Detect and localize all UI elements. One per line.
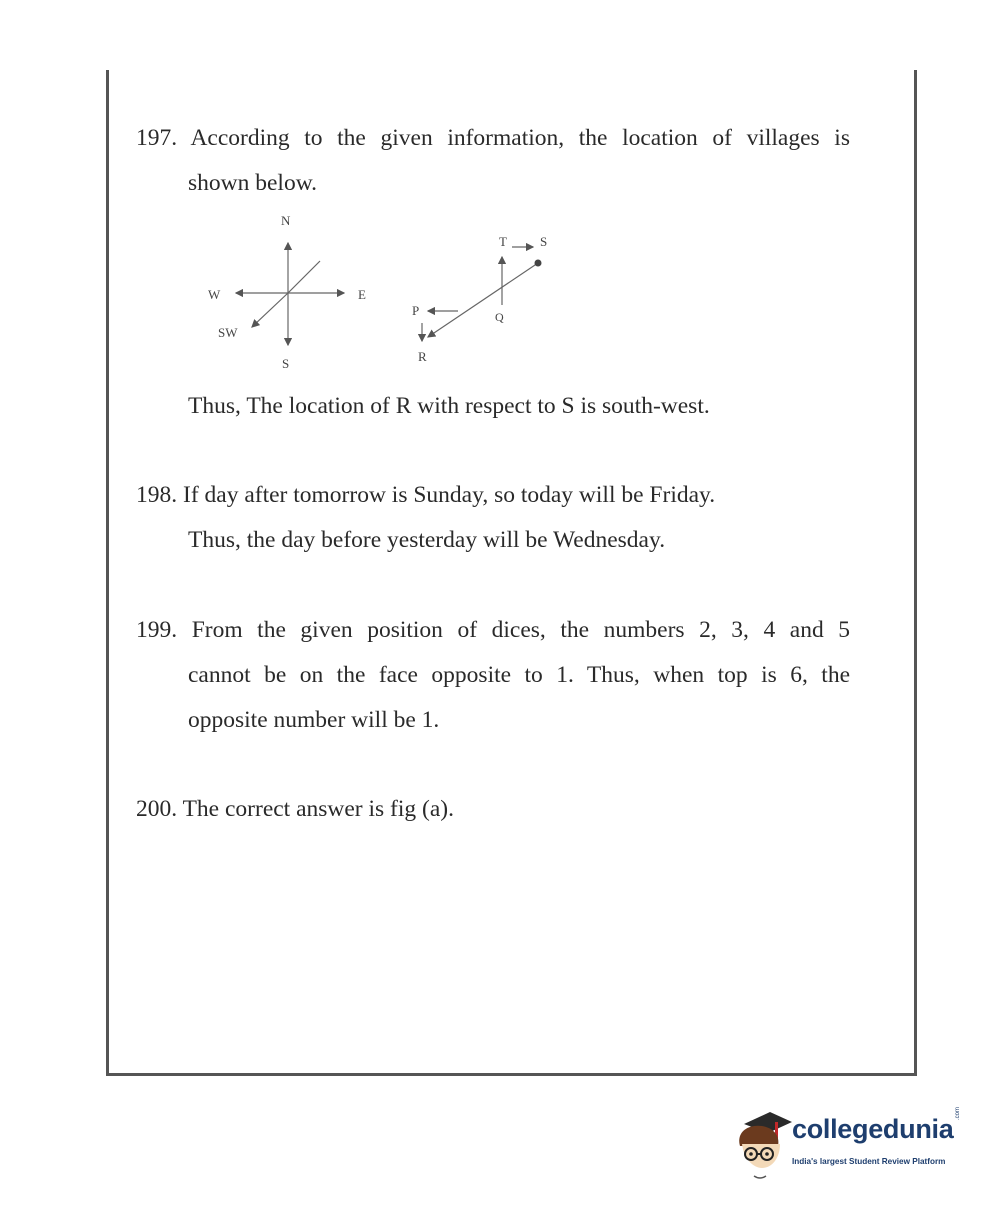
answer-197 [136,116,850,206]
north-label: N [281,213,291,228]
answer-text: Thus, The location of R with respect to S is south-west. [188,393,710,419]
answer-text: Thus, the day before yesterday will be Wednesday. [188,527,666,553]
mascot-icon [734,1106,794,1184]
answer-text: From the given position of dices, the numbers 2, 3, 4 and 5 [191,617,850,643]
village-r-label: R [418,349,427,364]
compass-rose [208,213,366,371]
logo-tagline: India's largest Student Review Platform [792,1157,946,1166]
village-p-label: P [412,303,420,318]
southwest-label: SW [218,325,238,340]
logo-wordmark: collegedunia [792,1114,954,1144]
answer-199 [136,608,850,743]
answer-198 [136,473,850,563]
answer-text: shown below. [188,170,318,196]
answer-number: 198. [136,482,178,508]
page-border-right [914,70,917,1076]
south-label: S [282,356,290,371]
answer-number: 199. [136,617,178,643]
logo-domain: .com [955,1106,961,1120]
answer-200 [136,787,850,832]
west-label: W [208,287,221,302]
village-map [412,234,547,364]
answer-number: 197. [136,125,178,151]
answer-text: opposite number will be 1. [188,707,440,733]
direction-diagram [190,205,570,375]
answer-text: According to the given information, the location of villages is [190,125,850,151]
answer-197-conclusion [136,384,850,429]
answer-number: 200. [136,796,178,822]
village-s-label: S [540,234,548,249]
east-label: E [358,287,366,302]
village-q-label: Q [495,310,504,324]
answer-text: cannot be on the face opposite to 1. Thus, when top is 6, the [188,662,850,688]
answer-text: The correct answer is fig (a). [182,796,454,822]
page-border-left [106,70,109,1076]
collegedunia-logo [734,1106,964,1186]
village-t-label: T [499,234,507,249]
answer-text: If day after tomorrow is Sunday, so today will be Friday. [183,482,716,508]
page-border-bottom [106,1073,917,1076]
